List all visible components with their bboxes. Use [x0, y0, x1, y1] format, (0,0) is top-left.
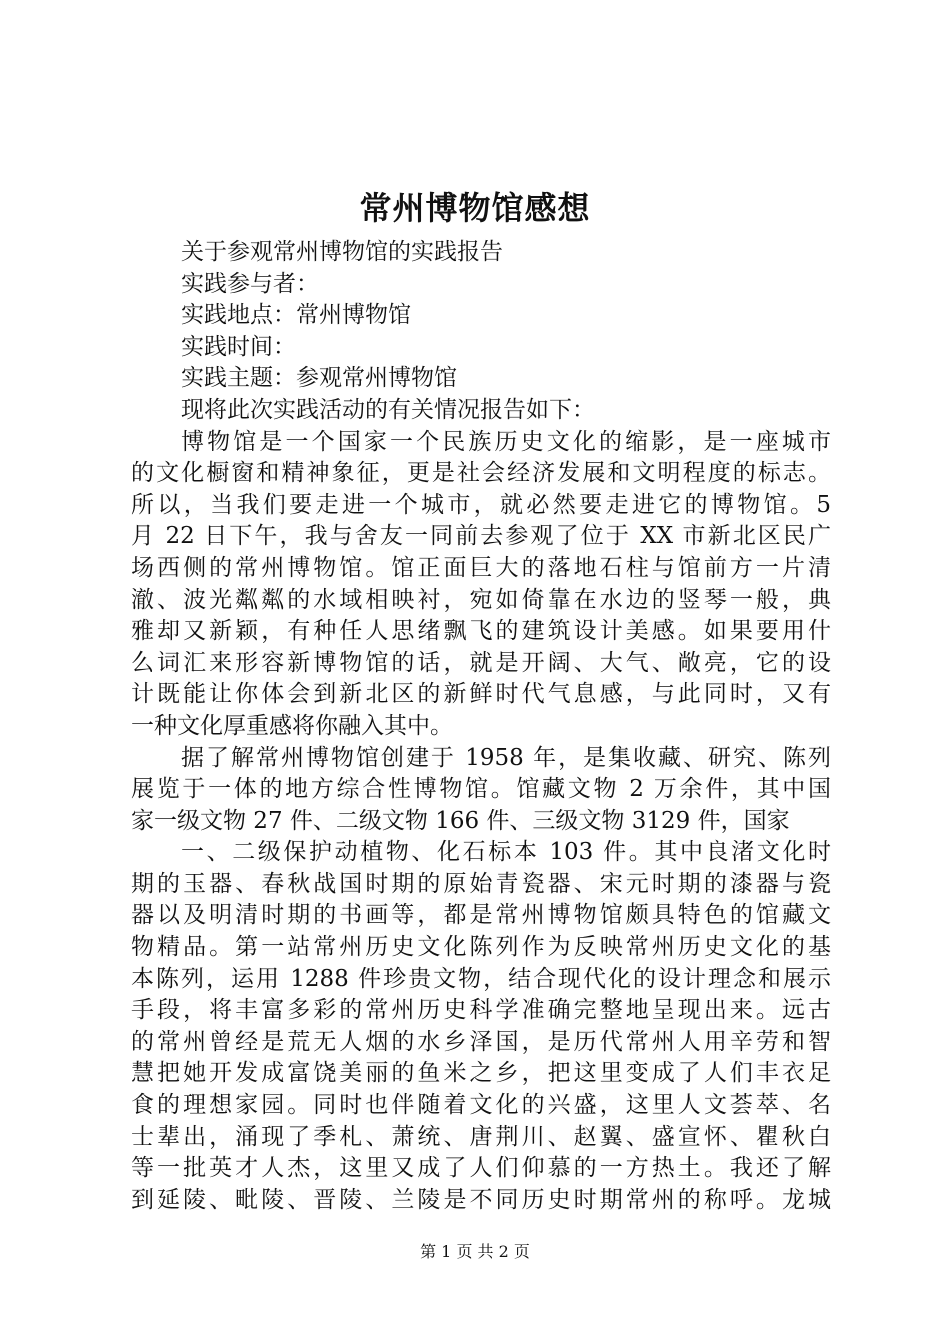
text-line: 器以及明清时期的书画等，都是常州博物馆颇具特色的馆藏文	[131, 902, 831, 929]
text-line: 实践主题：参观常州博物馆	[181, 365, 457, 392]
text-line: 一、二级保护动植物、化石标本 103 件。其中良渚文化时	[181, 839, 831, 866]
text-line: 展览于一体的地方综合性博物馆。馆藏文物 2 万余件，其中国	[131, 776, 831, 803]
text-line: 食的理想家园。同时也伴随着文化的兴盛，这里人文荟萃、名	[131, 1092, 831, 1119]
text-line: 实践参与者：	[181, 270, 319, 297]
document-body	[131, 237, 831, 1216]
text-line: 的文化橱窗和精神象征，更是社会经济发展和文明程度的标志。	[131, 460, 831, 487]
text-line: 期的玉器、春秋战国时期的原始青瓷器、宋元时期的漆器与瓷	[131, 870, 831, 897]
page-footer: 第 1 页 共 2 页	[420, 1242, 530, 1261]
text-line: 据了解常州博物馆创建于 1958 年，是集收藏、研究、陈列	[181, 744, 831, 771]
text-line: 手段，将丰富多彩的常州历史科学准确完整地呈现出来。远古	[131, 997, 831, 1024]
text-line: 场西侧的常州博物馆。馆正面巨大的落地石柱与馆前方一片清	[131, 554, 831, 581]
text-line: 一种文化厚重感将你融入其中。	[131, 712, 453, 739]
text-line: 关于参观常州博物馆的实践报告	[181, 239, 503, 265]
text-line: 慧把她开发成富饶美丽的鱼米之乡，把这里变成了人们丰衣足	[131, 1060, 831, 1087]
text-line: 本陈列，运用 1288 件珍贵文物，结合现代化的设计理念和展示	[131, 965, 831, 992]
text-line: 雅却又新颖，有种任人思绪飘飞的建筑设计美感。如果要用什	[131, 618, 831, 645]
text-line: 实践地点：常州博物馆	[181, 302, 411, 329]
document-title: 常州博物馆感想	[359, 189, 591, 227]
text-line: 的常州曾经是荒无人烟的水乡泽国，是历代常州人用辛劳和智	[131, 1028, 831, 1055]
text-line: 现将此次实践活动的有关情况报告如下：	[181, 396, 595, 423]
text-line: 所以，当我们要走进一个城市，就必然要走进它的博物馆。5	[131, 491, 831, 518]
text-line: 澈、波光粼粼的水域相映衬，宛如倚靠在水边的竖琴一般，典	[131, 586, 831, 613]
text-line: 博物馆是一个国家一个民族历史文化的缩影，是一座城市	[181, 428, 831, 455]
text-line: 么词汇来形容新博物馆的话，就是开阔、大气、敞亮，它的设	[131, 649, 831, 676]
text-line: 实践时间：	[181, 333, 296, 360]
text-line: 物精品。第一站常州历史文化陈列作为反映常州历史文化的基	[131, 934, 831, 961]
text-line: 家一级文物 27 件、二级文物 166 件、三级文物 3129 件，国家	[131, 807, 790, 834]
text-line: 到延陵、毗陵、晋陵、兰陵是不同历史时期常州的称呼。龙城	[131, 1186, 831, 1213]
text-line: 士辈出，涌现了季札、萧统、唐荆川、赵翼、盛宣怀、瞿秋白	[131, 1123, 831, 1150]
text-line: 月 22 日下午，我与舍友一同前去参观了位于 XX 市新北区民广	[131, 523, 831, 550]
text-line: 计既能让你体会到新北区的新鲜时代气息感，与此同时，又有	[131, 681, 831, 708]
text-line: 等一批英才人杰，这里又成了人们仰慕的一方热土。我还了解	[131, 1155, 831, 1182]
